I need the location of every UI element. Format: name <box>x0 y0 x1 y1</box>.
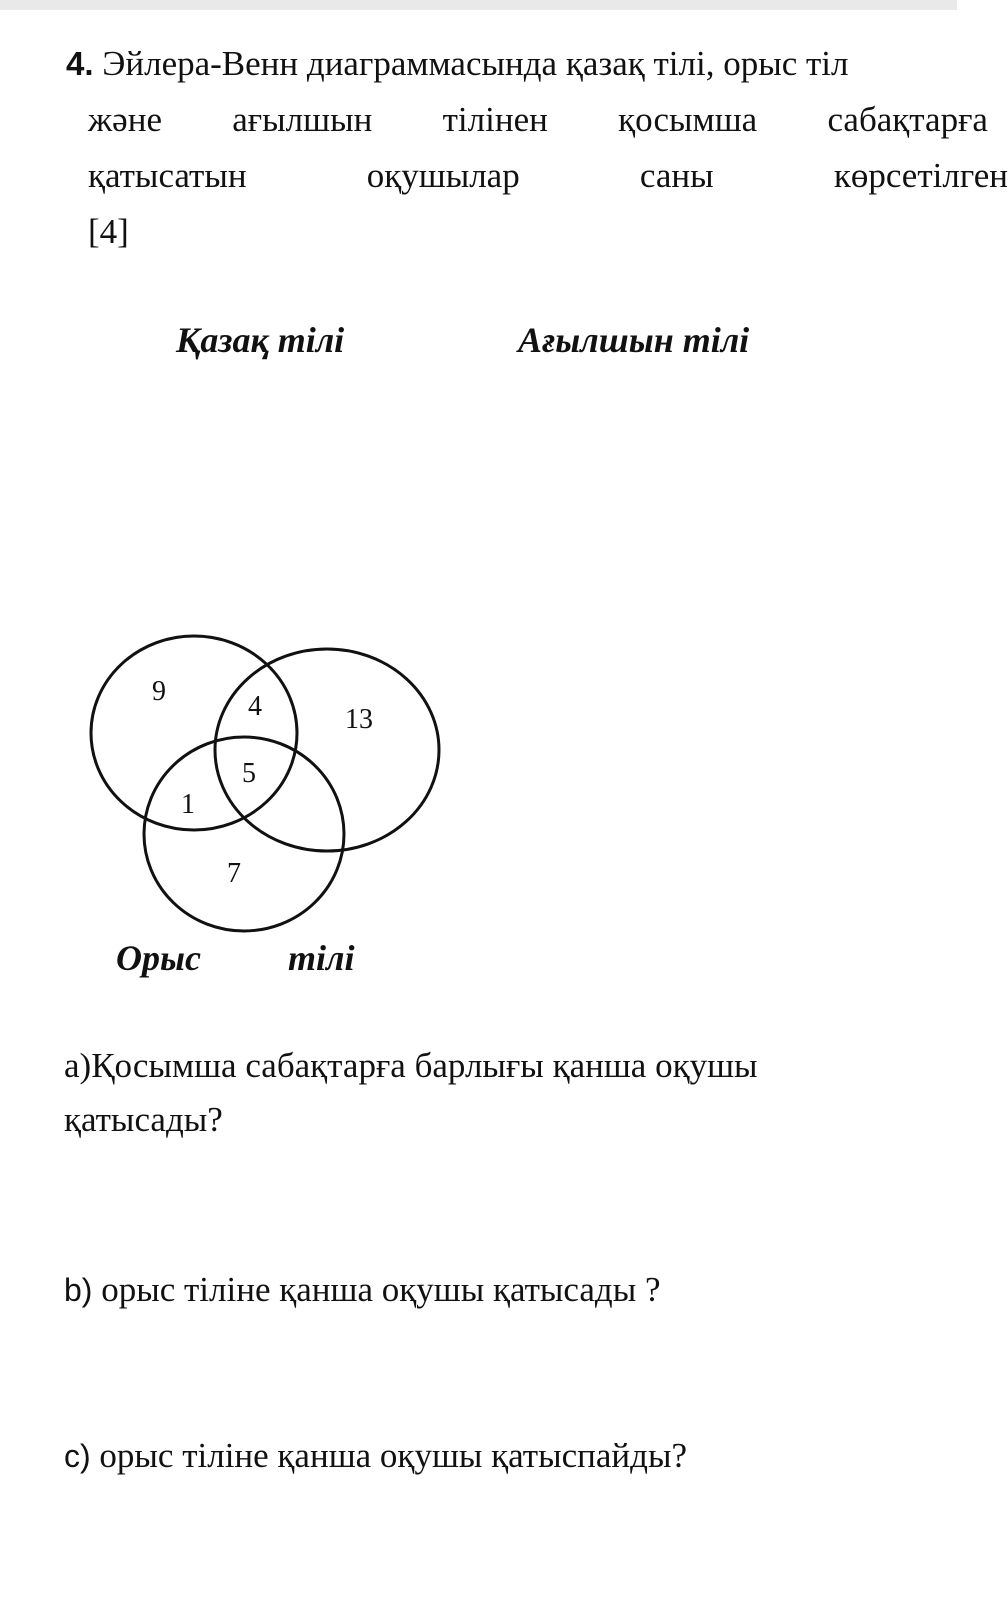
region-english-only: 13 <box>345 704 373 735</box>
label-kazakh: Қазақ тілі <box>176 320 345 360</box>
region-kazakh-only: 9 <box>152 676 166 707</box>
question-word: көрсетілген <box>833 156 1008 195</box>
question-marks: [4] <box>88 212 129 251</box>
region-russian-only: 7 <box>227 858 241 889</box>
part-b-letter: b) <box>64 1272 93 1308</box>
question-word: қосымша <box>618 100 758 139</box>
part-c-letter: c) <box>64 1438 91 1474</box>
question-text-1: Эйлера-Венн диаграммасында қазақ тілі, орыс тіл <box>102 44 849 83</box>
question-word: қатысатын <box>88 156 247 195</box>
question-word: саны <box>639 156 714 195</box>
part-a-line-1: a)Қосымша сабақтарға барлығы қанша оқушы <box>64 1046 758 1085</box>
part-a-line-2: қатысады? <box>64 1100 223 1139</box>
part-b <box>64 1266 661 1314</box>
part-c <box>64 1432 687 1480</box>
label-english: Ағылшын тілі <box>518 320 750 360</box>
question-number: 4. <box>66 45 94 82</box>
label-russian-word-1: Орыс <box>116 938 201 978</box>
question-word: ағылшын <box>232 100 373 139</box>
region-all-three: 5 <box>242 758 256 789</box>
region-kazakh-english: 4 <box>248 691 262 722</box>
question-word: және <box>88 100 162 139</box>
question-word: оқушылар <box>366 156 520 195</box>
circle-english <box>215 649 439 851</box>
part-c-text: орыс тіліне қанша оқушы қатыспайды? <box>90 1436 687 1475</box>
label-russian-word-2: тілі <box>288 938 355 978</box>
question-word: тілінен <box>442 100 548 139</box>
question-word: сабақтарға <box>827 100 988 139</box>
region-kazakh-russian: 1 <box>181 789 195 820</box>
part-b-text: орыс тіліне қанша оқушы қатысады ? <box>92 1270 661 1309</box>
